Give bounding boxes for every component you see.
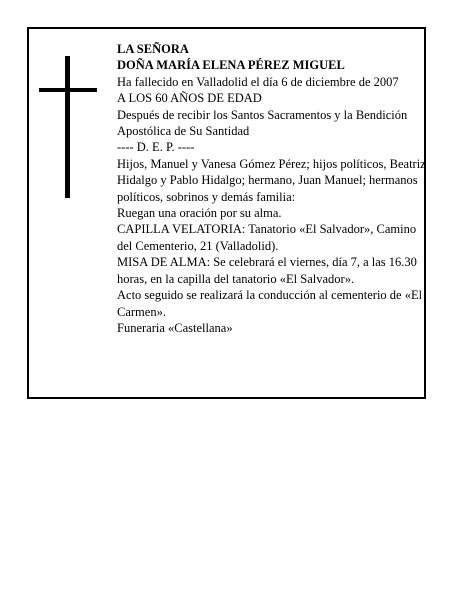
family-list: Hijos, Manuel y Vanesa Gómez Pérez; hijos políticos, Beatriz Hidalgo y Pablo Hidalgo; hermano, Juan Manuel; hermanos políticos, sobrinos y demás familia:	[117, 156, 426, 204]
deceased-name: DOÑA MARÍA ELENA PÉREZ MIGUEL	[117, 58, 345, 73]
procession-info: Acto seguido se realizará la conducción al cementerio de «El Carmen».	[117, 288, 423, 319]
funeral-home: Funeraria «Castellana»	[117, 320, 233, 335]
notice-heading: LA SEÑORA	[117, 42, 189, 56]
prayer-request: Ruegan una oración por su alma.	[117, 206, 282, 221]
death-statement: Ha fallecido en Valladolid el día 6 de diciembre de 2007	[117, 74, 399, 89]
notice-text	[117, 41, 429, 336]
sacraments-statement: Después de recibir los Santos Sacramentos y la Bendición Apostólica de Su Santidad	[117, 107, 408, 139]
mass-info: MISA DE ALMA: Se celebrará el viernes, día 7, a las 16.30 horas, en la capilla del tanatorio «El Salvador».	[117, 255, 417, 286]
cross-icon	[39, 56, 97, 198]
cross-vertical-bar	[65, 56, 70, 198]
rip-line: ---- D. E. P. ----	[117, 140, 195, 155]
cross-horizontal-bar	[39, 88, 97, 92]
obituary-notice	[27, 27, 426, 399]
chapel-info: CAPILLA VELATORIA: Tanatorio «El Salvador», Camino del Cementerio, 21 (Valladolid).	[117, 222, 417, 253]
age-statement: A LOS 60 AÑOS DE EDAD	[117, 91, 262, 106]
